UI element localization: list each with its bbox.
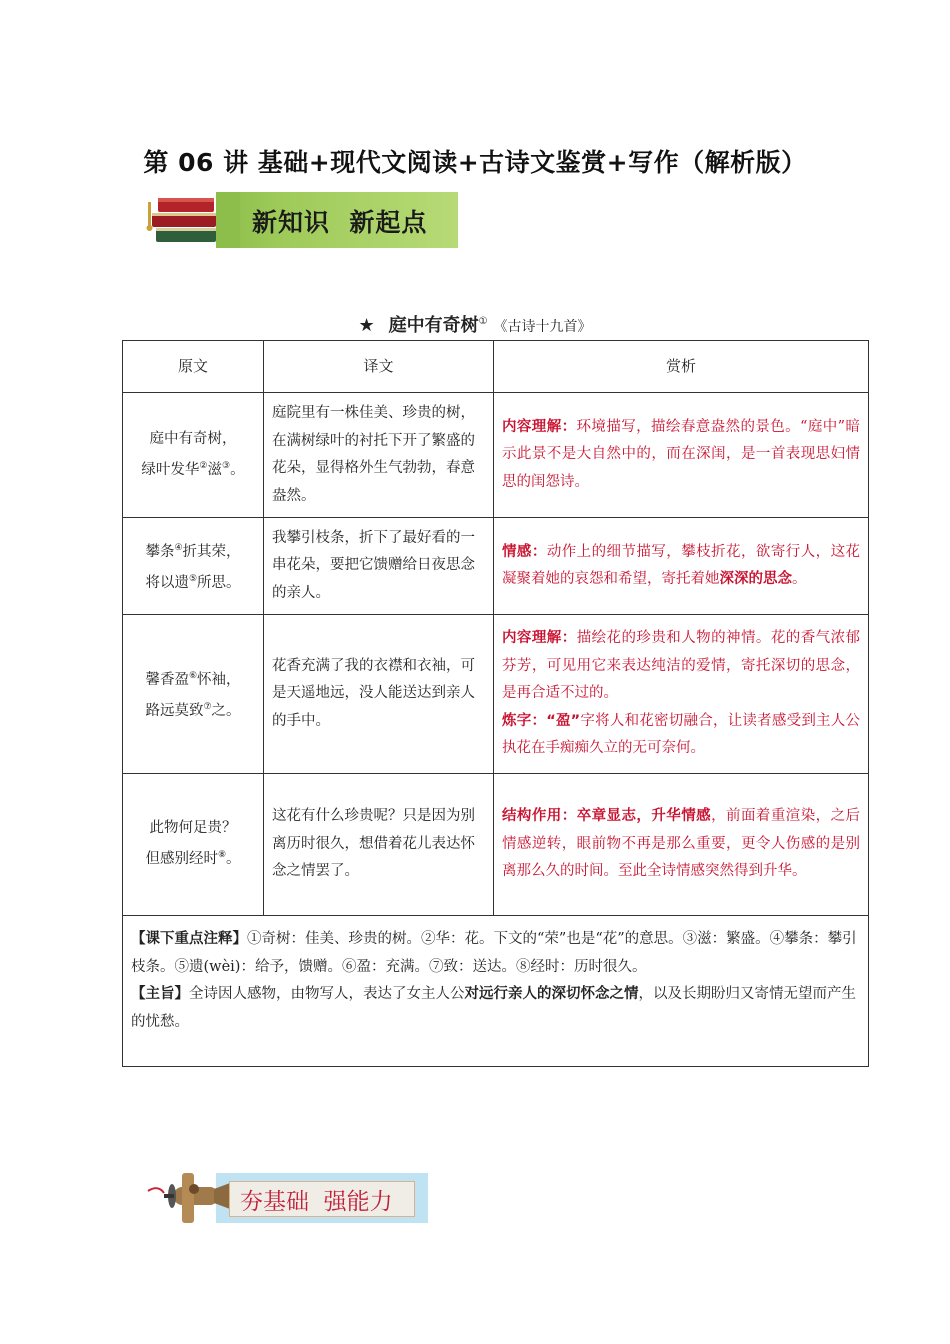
analysis-label: 内容理解： [502, 418, 577, 435]
section-banner-new-knowledge [144, 192, 458, 248]
analysis-cell: 情感：动作上的细节描写，攀枝折花，欲寄行人，这花凝聚着她的哀怨和希望，寄托着她深深的思念。 [494, 518, 869, 615]
header-translation: 译文 [264, 341, 494, 393]
banner-text: 新知识 新起点 [252, 208, 428, 237]
star-icon: ★ [358, 315, 375, 336]
notes-text: ①奇树：佳美、珍贵的树。②华：花。下文的“荣”也是“花”的意思。③滋：繁盛。④攀条：攀引枝条。⑤遗(wèi)：给予，馈赠。⑥盈：充满。⑦致：送达。⑧经时：历时很久。 [131, 931, 857, 975]
poem-title: 庭中有奇树 [388, 315, 479, 336]
theme-emphasis: 对远行亲人的深切怀念之情 [464, 986, 639, 1002]
original-line: 路远莫致⑦之。 [145, 702, 241, 719]
section-banner-foundation [144, 1167, 428, 1229]
table-row [123, 774, 869, 916]
analysis-cell [494, 774, 869, 916]
header-original: 原文 [123, 341, 264, 393]
original-text-cell [123, 393, 264, 518]
poem-heading [0, 311, 950, 337]
analysis-text: 环境描写，描绘春意盎然的景色。“庭中”暗示此景不是大自然中的，而在深闺，是一首表现思妇情思的闺怨诗。 [502, 418, 860, 490]
original-line: 绿叶发华②滋③。 [141, 461, 245, 478]
original-text-cell [123, 615, 264, 774]
original-line: 攀条④折其荣， [145, 542, 241, 560]
original-line: 将以遗⑤所思。 [145, 574, 241, 591]
notes-cell: 【课下重点注释】①奇树：佳美、珍贵的树。②华：花。下文的“荣”也是“花”的意思。③滋：繁盛。④攀条：攀引枝条。⑤遗(wèi)：给予，馈赠。⑥盈：充满。⑦致：送达。⑧经时：历时很久。 【主旨】全诗因人感物，由物写人，表达了女主人公对远行亲人的深切怀念之情，以及长期盼归又寄情无望而产生的忧愁。 [123, 916, 869, 1067]
analysis-label: 内容理解： [502, 630, 577, 647]
books-icon [144, 192, 240, 248]
page-title: 第 06 讲 基础+现代文阅读+古诗文鉴赏+写作（解析版） [143, 148, 807, 177]
table-row [123, 393, 869, 518]
original-line: 庭中有奇树， [149, 430, 237, 447]
table-header-row [123, 341, 869, 393]
original-text-cell [123, 774, 264, 916]
original-text-cell [123, 518, 264, 615]
analysis-label: 情感： [502, 543, 547, 560]
header-analysis: 赏析 [494, 341, 869, 393]
airplane-icon [144, 1167, 234, 1229]
notes-row [123, 916, 869, 1067]
poem-table [122, 340, 869, 1067]
analysis-label: 炼字： [502, 712, 547, 729]
theme-label: 【主旨】 [131, 986, 189, 1002]
analysis-emphasis: 深深的思念 [719, 571, 792, 587]
original-line: 但感别经时⑧。 [145, 850, 241, 868]
translation-cell: 这花有什么珍贵呢？只是因为别离历时很久，想借着花儿表达怀念之情罢了。 [264, 774, 494, 916]
banner-text: 夯基础 强能力 [240, 1189, 393, 1215]
analysis-emphasis: 卒章显志，升华情感 [576, 808, 712, 825]
table-row [123, 518, 869, 615]
notes-label: 【课下重点注释】 [131, 931, 247, 947]
analysis-cell [494, 393, 869, 518]
analysis-text: ，前面着重渲染，之后情感逆转，眼前物不再是那么重要，更令人伤感的是别离那么久的时间。至此全诗情感突然得到升华。 [502, 808, 861, 880]
analysis-label: 结构作用： [502, 808, 577, 825]
analysis-text: 字将人和花密切融合，让读者感受到主人公执花在手痴痴久立的无可奈何。 [502, 712, 861, 757]
theme-text: 全诗因人感物，由物写人，表达了女主人公 [189, 986, 465, 1002]
poem-source: 《古诗十九首》 [493, 319, 592, 335]
poem-title-note: ① [478, 316, 488, 327]
analysis-text: 描绘花的珍贵和人物的神情。花的香气浓郁芬芳，可见用它来表达纯洁的爱情，寄托深切的思念，是再合适不过的。 [502, 630, 861, 702]
original-line: 馨香盈⑥怀袖， [145, 670, 241, 688]
translation-cell: 花香充满了我的衣襟和衣袖，可是天遥地远，没人能送达到亲人的手中。 [264, 615, 494, 774]
original-line: 此物何足贵？ [149, 820, 237, 837]
translation-cell: 庭院里有一株佳美、珍贵的树，在满树绿叶的衬托下开了繁盛的花朵，显得格外生气勃勃，春意盎然。 [264, 393, 494, 518]
analysis-emphasis: “盈” [546, 712, 581, 729]
table-row [123, 615, 869, 774]
analysis-cell [494, 615, 869, 774]
analysis-text: 动作上的细节描写，攀枝折花，欲寄行人，这花凝聚着她的哀怨和希望，寄托着她 [502, 543, 861, 587]
translation-cell: 我攀引枝条，折下了最好看的一串花朵，要把它馈赠给日夜思念的亲人。 [264, 518, 494, 615]
